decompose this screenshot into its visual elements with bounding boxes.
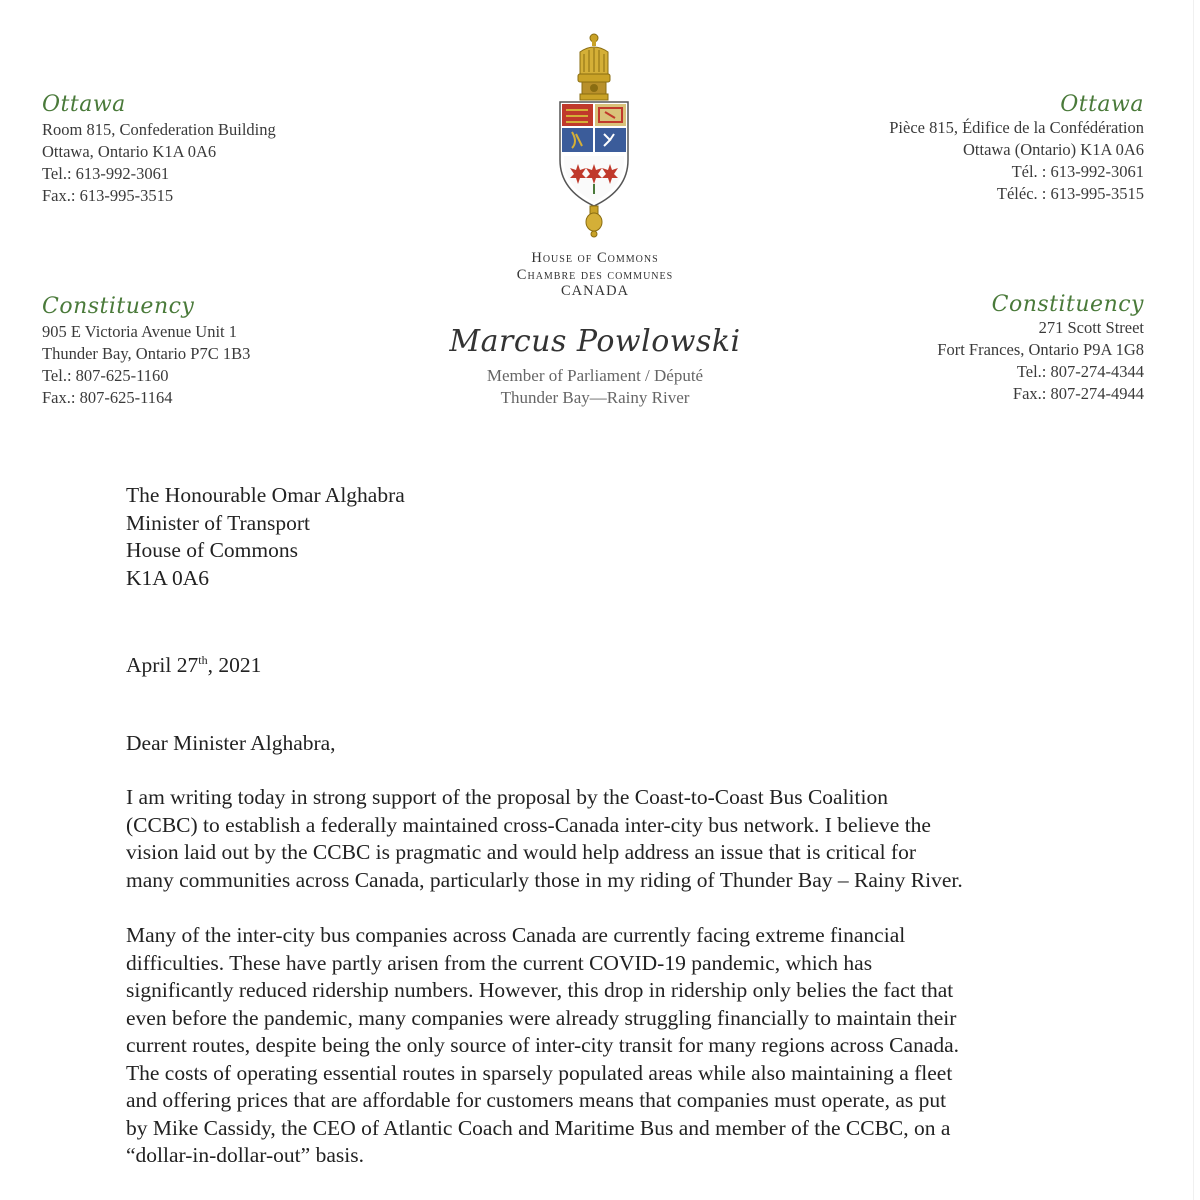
address-line: Ottawa (Ontario) K1A 0A6 [962, 140, 1144, 159]
address-line: Room 815, Confederation Building [42, 120, 276, 139]
letter-date [126, 647, 261, 680]
address-line: 905 E Victoria Avenue Unit 1 [42, 322, 237, 341]
paragraph-line: significantly reduced ridership numbers. However, this drop in ridership only belies the fact that [126, 978, 954, 1002]
ottawa-heading: Ottawa [42, 92, 126, 117]
phone-line: Tel.: 613-992-3061 [42, 164, 170, 183]
paragraph-2 [126, 922, 959, 1170]
paragraph-line: current routes, despite being the only source of inter-city transit for many regions across Canada. [126, 1033, 960, 1057]
fax-line: Téléc. : 613-995-3515 [996, 184, 1144, 203]
address-line: Fort Frances, Ontario P9A 1G8 [937, 340, 1144, 359]
recipient-line: The Honourable Omar Alghabra [126, 483, 405, 507]
house-of-commons-crest-icon [552, 30, 636, 238]
date-year: , 2021 [207, 653, 262, 678]
paragraph-line: by Mike Cassidy, the CEO of Atlantic Coach and Maritime Bus and member of the CCBC, on a [126, 1115, 951, 1140]
fax-line: Fax.: 807-274-4944 [1012, 384, 1144, 403]
fax-line: Fax.: 807-625-1164 [42, 388, 173, 407]
crest-line-fr: Chambre des communes [516, 266, 674, 283]
mp-title: Member of Parliament / Député [486, 366, 704, 385]
constituency-office-left [42, 294, 250, 409]
recipient-line: K1A 0A6 [126, 565, 210, 590]
ottawa-office-en [42, 92, 276, 207]
phone-line: Tél. : 613-992-3061 [1011, 162, 1144, 181]
fax-line: Fax.: 613-995-3515 [42, 186, 174, 205]
paragraph-line: “dollar-in-dollar-out” basis. [126, 1143, 364, 1167]
paragraph-line: vision laid out by the CCBC is pragmatic and would help address an issue that is critical for [126, 840, 916, 864]
constituency-office-right [937, 292, 1144, 405]
ottawa-office-fr [889, 92, 1144, 205]
house-of-commons-label [470, 250, 720, 300]
paragraph-line: The costs of operating essential routes in sparsely populated areas while also maintaining a fleet [126, 1060, 953, 1085]
crown-icon [578, 34, 610, 100]
paragraph-line: I am writing today in strong support of the proposal by the Coast-to-Coast Bus Coalition [126, 785, 888, 809]
paragraph-1 [126, 784, 963, 894]
mp-riding: Thunder Bay—Rainy River [500, 388, 690, 407]
ottawa-heading: Ottawa [1060, 92, 1144, 117]
phone-line: Tel.: 807-625-1160 [42, 366, 169, 385]
salutation: Dear Minister Alghabra, [126, 731, 336, 755]
date-month-day: April 27 [126, 653, 199, 678]
paragraph-line: (CCBC) to establish a federally maintained cross-Canada inter-city bus network. I believe the [126, 812, 931, 837]
address-line: 271 Scott Street [1038, 318, 1144, 337]
paragraph-line: difficulties. These have partly arisen from the current COVID-19 pandemic, which has [126, 950, 873, 975]
constituency-heading: Constituency [42, 294, 195, 319]
mp-name: Marcus Powlowski [449, 324, 741, 359]
crest-line-country: CANADA [560, 283, 630, 299]
recipient-line: Minister of Transport [126, 510, 310, 535]
constituency-heading: Constituency [991, 292, 1144, 317]
recipient-line: House of Commons [126, 538, 298, 562]
paragraph-line: Many of the inter-city bus companies across Canada are currently facing extreme financial [126, 923, 906, 947]
paragraph-line: many communities across Canada, particularly those in my riding of Thunder Bay – Rainy River. [126, 867, 963, 892]
address-line: Ottawa, Ontario K1A 0A6 [42, 142, 217, 161]
address-line: Thunder Bay, Ontario P7C 1B3 [42, 344, 251, 363]
recipient-address [126, 482, 405, 592]
mp-signature-block [430, 324, 760, 409]
mace-base-icon [586, 206, 602, 237]
address-line: Pièce 815, Édifice de la Confédération [889, 118, 1144, 137]
date-suffix: th [198, 653, 208, 667]
paragraph-line: and offering prices that are affordable for customers means that companies must operate, as put [126, 1088, 947, 1112]
phone-line: Tel.: 807-274-4344 [1016, 362, 1144, 381]
crest-line-en: House of Commons [531, 250, 659, 266]
coat-of-arms-shield [560, 102, 628, 206]
scan-edge [1193, 0, 1194, 1200]
paragraph-line: even before the pandemic, many companies were already struggling financially to maintain their [126, 1005, 957, 1030]
